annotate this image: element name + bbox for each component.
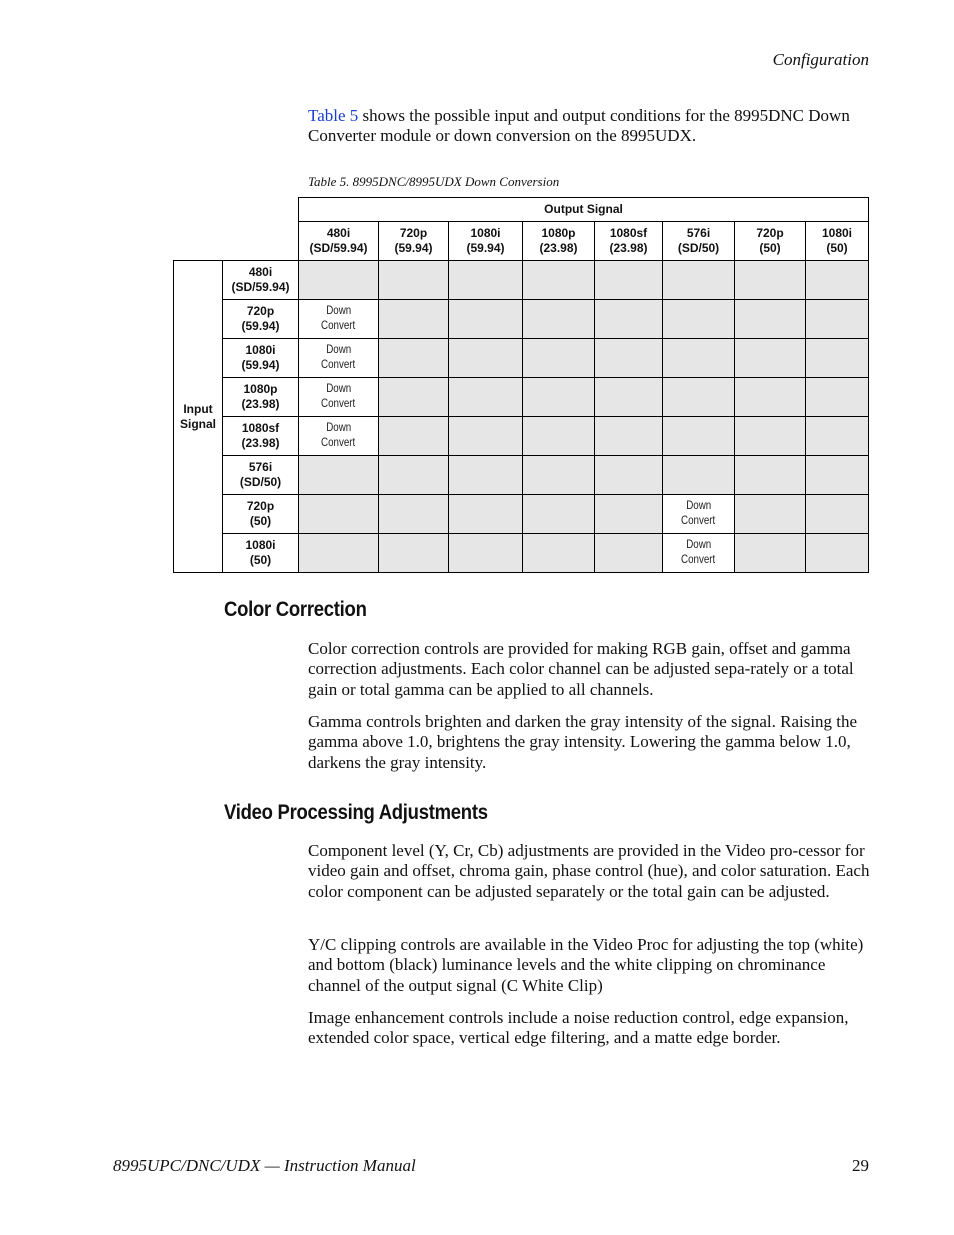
table-row <box>174 339 869 378</box>
video-processing-paragraph-3: Image enhancement controls include a noise reduction control, edge expansion, extended color space, vertical edge filtering, and a matte edge border. <box>308 1008 849 1048</box>
output-column-header <box>663 222 735 261</box>
column-header-line: (SD/59.94) <box>309 241 368 255</box>
output-column-header <box>449 222 523 261</box>
empty-cell <box>299 456 379 495</box>
empty-cell <box>299 261 379 300</box>
empty-cell <box>663 378 735 417</box>
color-correction-paragraph-2: Gamma controls brighten and darken the gray intensity of the signal. Raising the gamma above 1.0, brightens the gray intensity. Lowering the gamma below 1.0, darkens the gray intensity. <box>308 712 858 772</box>
cell-text: Convert <box>321 320 356 332</box>
empty-cell <box>299 534 379 573</box>
column-header-line: 1080i <box>821 226 853 240</box>
row-header-line: (50) <box>249 553 272 567</box>
empty-cell <box>735 456 806 495</box>
column-header-line: (23.98) <box>609 241 648 255</box>
cell-text: Down <box>686 500 711 512</box>
empty-cell <box>449 534 523 573</box>
empty-cell <box>449 495 523 534</box>
empty-cell <box>449 417 523 456</box>
empty-cell <box>595 339 663 378</box>
row-header-line: 720p <box>246 304 275 318</box>
output-column-header <box>523 222 595 261</box>
output-column-header <box>595 222 663 261</box>
row-header-line: (23.98) <box>241 397 280 411</box>
empty-cell <box>806 378 869 417</box>
table-caption: Table 5. 8995DNC/8995UDX Down Conversion <box>308 174 560 189</box>
table-row <box>174 261 869 300</box>
output-column-header <box>735 222 806 261</box>
down-conversion-table <box>173 197 869 573</box>
table-corner <box>174 198 299 222</box>
cell-text: Convert <box>681 515 716 527</box>
row-header-line: 720p <box>246 499 275 513</box>
empty-cell <box>806 456 869 495</box>
input-row-header <box>223 300 299 339</box>
footer-page-number: 29 <box>852 1156 869 1175</box>
video-processing-paragraph-2: Y/C clipping controls are available in the Video Proc for adjusting the top (white) and bottom (black) luminance levels and the white clipping on chrominance channel of the output signal (C White Clip) <box>308 935 864 995</box>
table-corner <box>174 222 299 261</box>
empty-cell <box>379 456 449 495</box>
row-header-line: (59.94) <box>241 358 280 372</box>
input-row-header <box>223 534 299 573</box>
column-header-line: (50) <box>759 241 781 255</box>
empty-cell <box>663 261 735 300</box>
empty-cell <box>523 456 595 495</box>
column-header-line: 720p <box>756 226 784 240</box>
cell-text: Convert <box>321 398 356 410</box>
down-convert-cell <box>663 534 735 573</box>
empty-cell <box>449 261 523 300</box>
empty-cell <box>523 300 595 339</box>
column-header-line: 1080p <box>541 226 576 240</box>
empty-cell <box>735 495 806 534</box>
empty-cell <box>523 534 595 573</box>
input-signal-header <box>174 261 223 573</box>
empty-cell <box>663 417 735 456</box>
running-header: Configuration <box>772 50 869 69</box>
column-header-line: 480i <box>326 226 351 240</box>
input-row-header <box>223 417 299 456</box>
footer-manual-title: 8995UPC/DNC/UDX — Instruction Manual <box>113 1156 416 1175</box>
down-convert-cell <box>663 495 735 534</box>
row-header-line: 1080i <box>245 538 276 552</box>
row-header-line: 576i <box>248 460 273 474</box>
column-header-line: 720p <box>399 226 428 240</box>
cell-text: Convert <box>321 437 356 449</box>
output-signal-header: Output Signal <box>299 198 869 222</box>
cell-text: Convert <box>321 359 356 371</box>
output-column-header <box>299 222 379 261</box>
intro-text: shows the possible input and output conditions for the 8995DNC Down Converter module or down conversion on the 8995UDX. <box>308 106 850 146</box>
down-convert-cell <box>299 417 379 456</box>
empty-cell <box>735 300 806 339</box>
cell-text: Convert <box>681 554 716 566</box>
row-header-line: 1080i <box>245 343 276 357</box>
column-header-line: (23.98) <box>539 241 578 255</box>
column-header-line: (59.94) <box>394 241 433 255</box>
row-header-line: 1080p <box>243 382 278 396</box>
cell-text: Down <box>326 422 351 434</box>
output-column-header <box>806 222 869 261</box>
empty-cell <box>806 534 869 573</box>
empty-cell <box>735 417 806 456</box>
column-header-line: (50) <box>826 241 848 255</box>
row-header-line: 480i <box>248 265 273 279</box>
input-row-header <box>223 339 299 378</box>
video-processing-heading: Video Processing Adjustments <box>224 801 488 824</box>
color-correction-heading: Color Correction <box>224 598 367 621</box>
video-processing-paragraph-1: Component level (Y, Cr, Cb) adjustments are provided in the Video pro-cessor for video gain and offset, chroma gain, phase control (hue), and color saturation. Each color component can be adjusted separately or the total gain can be adjusted. <box>308 841 870 901</box>
empty-cell <box>806 261 869 300</box>
table-row <box>174 417 869 456</box>
row-header-line: (50) <box>249 514 272 528</box>
empty-cell <box>449 378 523 417</box>
empty-cell <box>379 495 449 534</box>
table-row <box>174 495 869 534</box>
empty-cell <box>735 378 806 417</box>
input-row-header <box>223 456 299 495</box>
empty-cell <box>595 417 663 456</box>
output-column-header <box>379 222 449 261</box>
empty-cell <box>663 300 735 339</box>
empty-cell <box>379 261 449 300</box>
empty-cell <box>379 339 449 378</box>
table-row <box>174 534 869 573</box>
empty-cell <box>806 495 869 534</box>
empty-cell <box>735 534 806 573</box>
input-row-header <box>223 495 299 534</box>
empty-cell <box>595 495 663 534</box>
empty-cell <box>379 300 449 339</box>
input-row-header <box>223 261 299 300</box>
table-row <box>174 456 869 495</box>
input-signal-line: Signal <box>179 416 216 431</box>
cell-text: Down <box>326 305 351 317</box>
empty-cell <box>595 456 663 495</box>
empty-cell <box>735 261 806 300</box>
empty-cell <box>806 417 869 456</box>
empty-cell <box>523 378 595 417</box>
empty-cell <box>379 417 449 456</box>
empty-cell <box>595 378 663 417</box>
table-row <box>174 300 869 339</box>
empty-cell <box>595 300 663 339</box>
empty-cell <box>523 495 595 534</box>
cell-text: Down <box>686 539 711 551</box>
empty-cell <box>379 378 449 417</box>
down-convert-cell <box>299 339 379 378</box>
column-header-line: 1080i <box>470 226 501 240</box>
empty-cell <box>735 339 806 378</box>
empty-cell <box>449 456 523 495</box>
row-header-line: 1080sf <box>241 421 280 435</box>
empty-cell <box>663 339 735 378</box>
empty-cell <box>806 300 869 339</box>
column-header-line: 1080sf <box>609 226 648 240</box>
empty-cell <box>449 339 523 378</box>
empty-cell <box>299 495 379 534</box>
empty-cell <box>379 534 449 573</box>
cell-text: Down <box>326 383 351 395</box>
row-header-line: (SD/59.94) <box>231 280 290 294</box>
row-header-line: (23.98) <box>241 436 280 450</box>
row-header-line: (SD/50) <box>239 475 282 489</box>
table-row <box>174 378 869 417</box>
empty-cell <box>806 339 869 378</box>
column-header-line: 576i <box>686 226 711 240</box>
down-convert-cell <box>299 378 379 417</box>
color-correction-paragraph-1: Color correction controls are provided for making RGB gain, offset and gamma correction adjustments. Each color channel can be adjusted sepa-rately or a total gain or total gamma can be applied to all channels. <box>308 639 854 699</box>
empty-cell <box>523 417 595 456</box>
table-5-link[interactable]: Table 5 <box>308 106 359 125</box>
empty-cell <box>449 300 523 339</box>
column-header-line: (59.94) <box>466 241 505 255</box>
empty-cell <box>523 339 595 378</box>
column-header-line: (SD/50) <box>677 241 720 255</box>
cell-text: Down <box>326 344 351 356</box>
empty-cell <box>523 261 595 300</box>
intro-paragraph <box>308 106 870 147</box>
down-convert-cell <box>299 300 379 339</box>
input-row-header <box>223 378 299 417</box>
row-header-line: (59.94) <box>241 319 280 333</box>
empty-cell <box>663 456 735 495</box>
empty-cell <box>595 261 663 300</box>
input-signal-line: Input <box>183 401 213 416</box>
empty-cell <box>595 534 663 573</box>
